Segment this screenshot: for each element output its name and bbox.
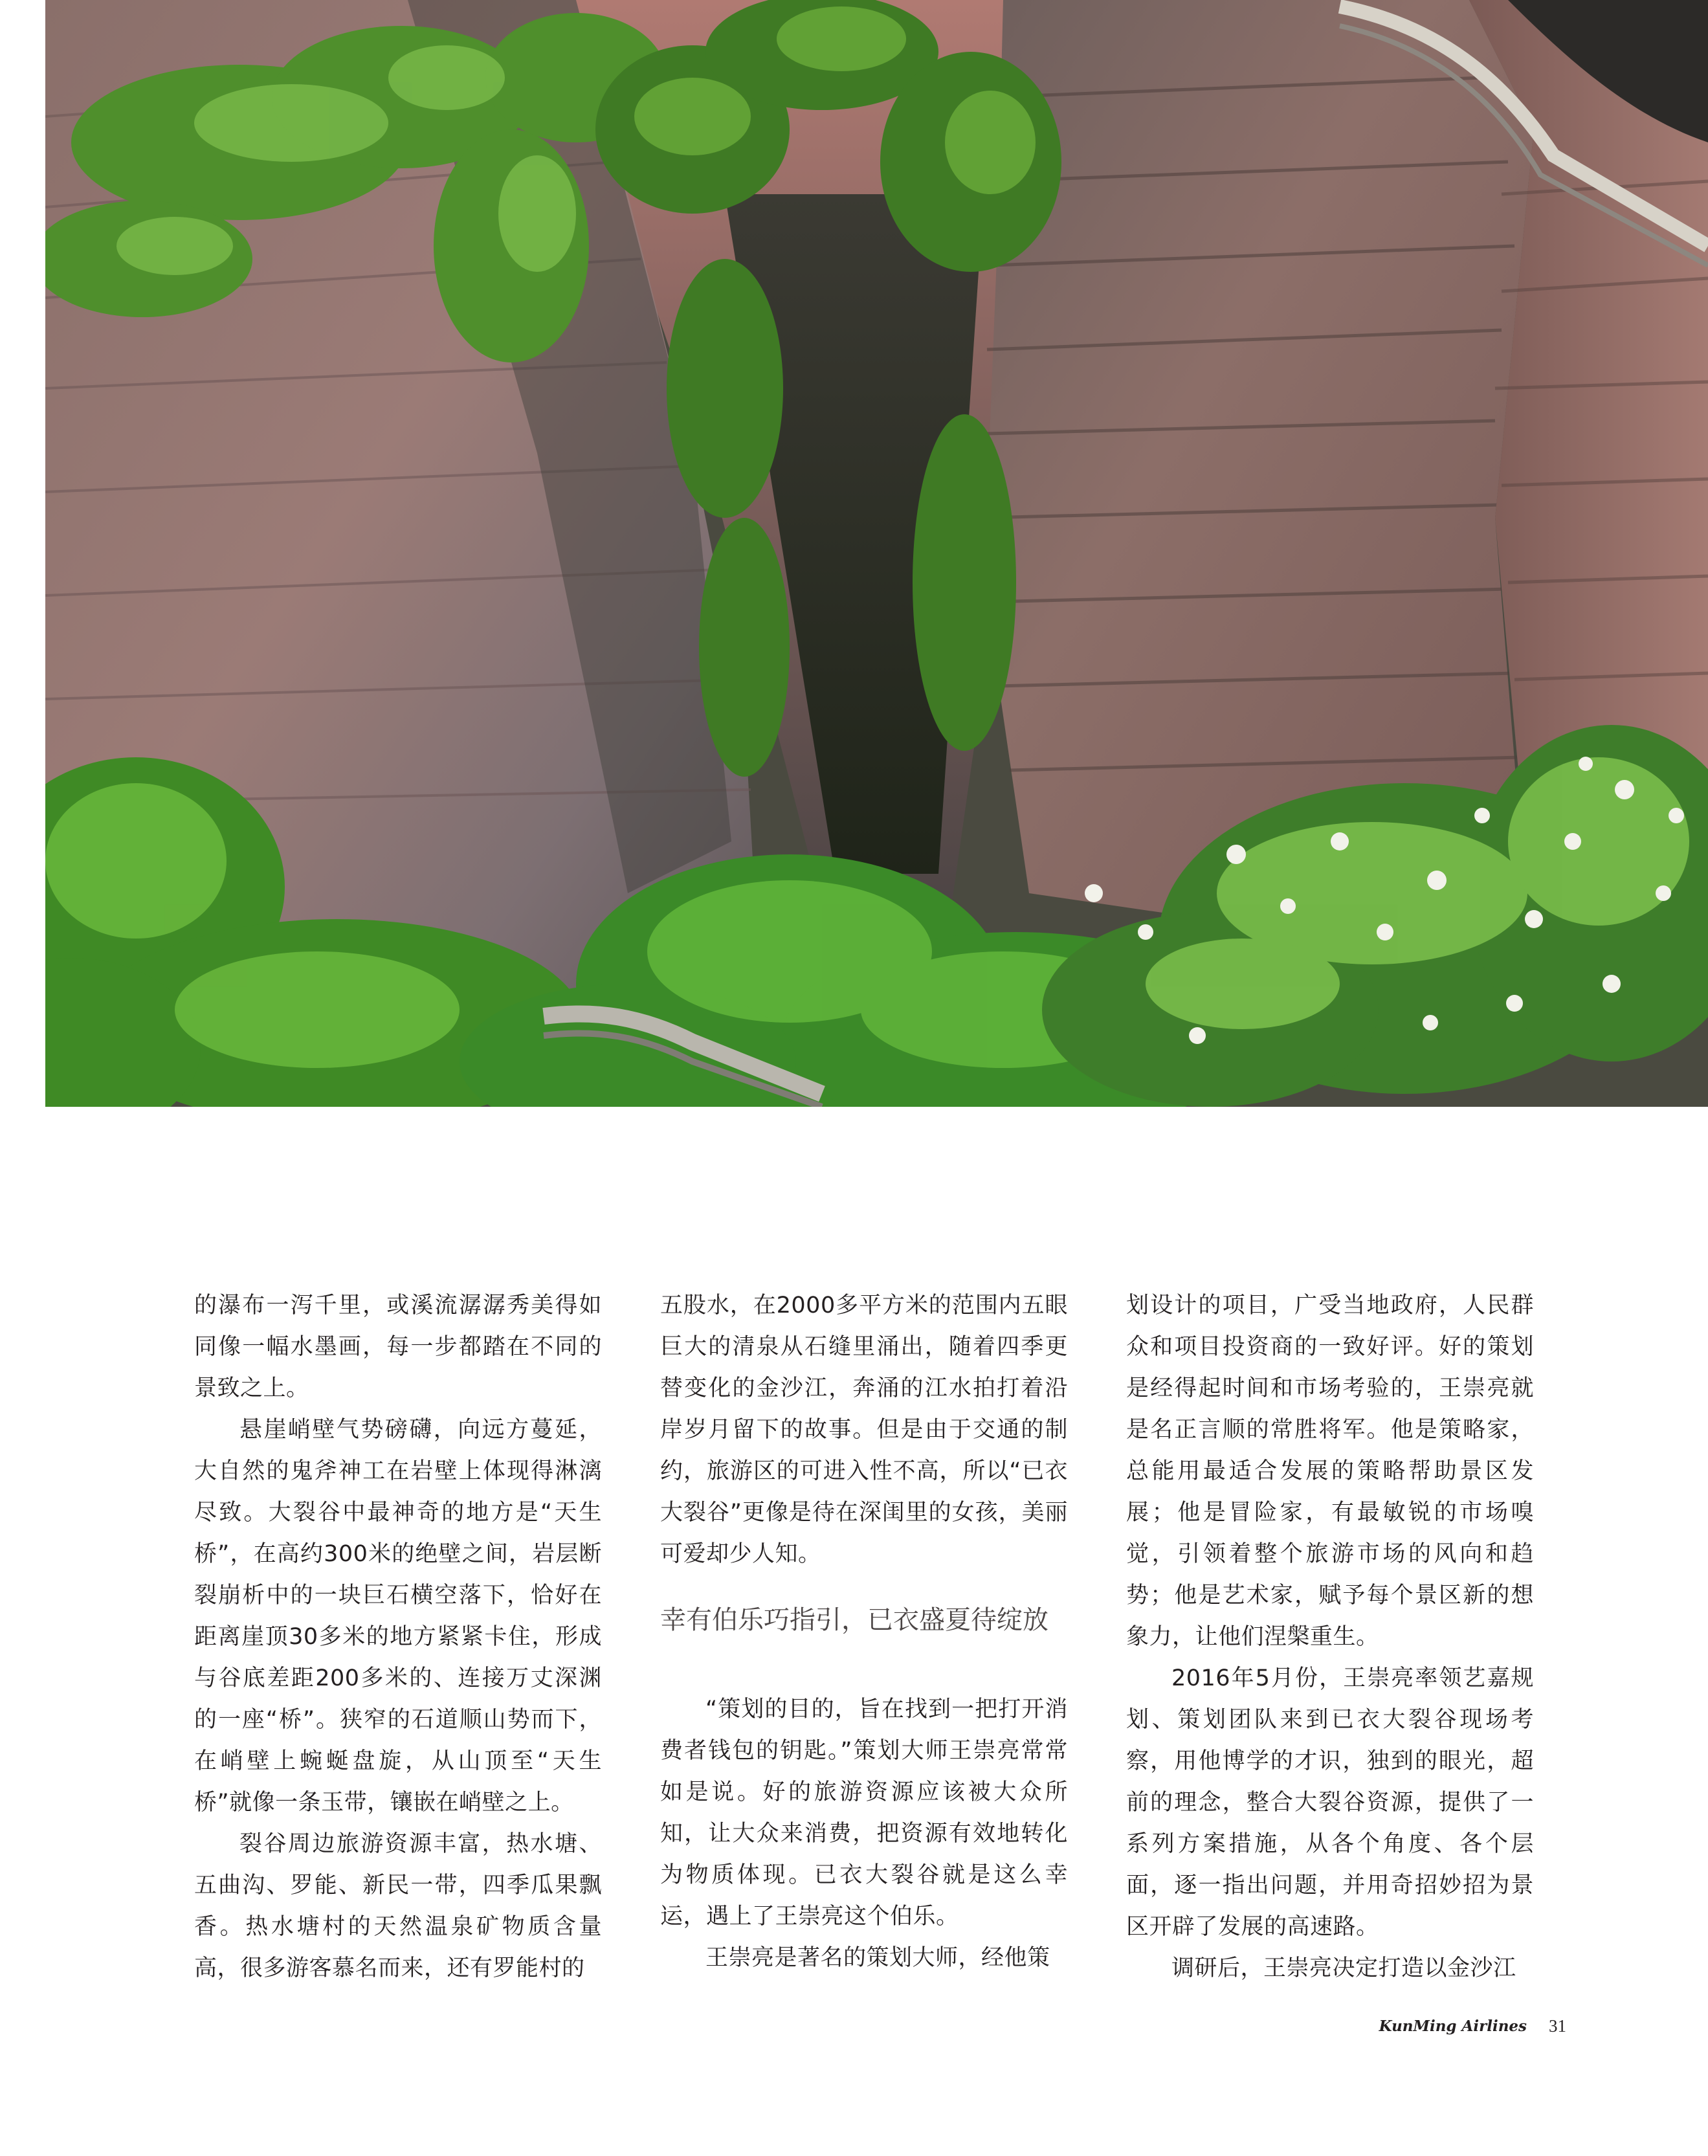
paragraph: 2016年5月份，王崇亮率领艺嘉规划、策划团队来到已衣大裂谷现场考察，用他博学的才识，独到的眼光，超前的理念，整合大裂谷资源，提供了一系列方案措施，从各个角度、各个层面，逐一指出问题，并用奇招妙招为景区开辟了发展的高速路。	[1126, 1665, 1534, 1940]
paragraph: 悬崖峭壁气势磅礴，向远方蔓延，大自然的鬼斧神工在岩壁上体现得淋漓尽致。大裂谷中最神奇的地方是“天生桥”，在高约300米的绝壁之间，岩层断裂崩析中的一块巨石横空落下，恰好在距离崖顶30多米的地方紧紧卡住，形成与谷底差距200多米的、连接万丈深渊的一座“桥”。狭窄的石道顺山势而下，在峭壁上蜿蜒盘旋，从山顶至“天生桥”就像一条玉带，镶嵌在峭壁之上。	[194, 1417, 602, 1816]
page-footer	[1320, 2010, 1566, 2042]
paragraph: 划设计的项目，广受当地政府，人民群众和项目投资商的一致好评。好的策划是经得起时间和市场考验的，王崇亮就是名正言顺的常胜将军。他是策略家，总能用最适合发展的策略帮助景区发展；他是冒险家，有最敏锐的市场嗅觉，引领着整个旅游市场的风向和趋势；他是艺术家，赋予每个景区新的想象力，让他们涅槃重生。	[1126, 1293, 1534, 1650]
paragraph: 调研后，王崇亮决定打造以金沙江	[1171, 1955, 1516, 1981]
paragraph: “策划的目的，旨在找到一把打开消费者钱包的钥匙。”策划大师王崇亮常常如是说。好的旅游资源应该被大众所知，让大众来消费，把资源有效地转化为物质体现。已衣大裂谷就是这么幸运，遇上了王崇亮这个伯乐。	[660, 1696, 1068, 1929]
page-number: 31	[1549, 2016, 1566, 2036]
canyon-illustration	[45, 0, 1708, 1107]
paragraph: 裂谷周边旅游资源丰富，热水塘、五曲沟、罗能、新民一带，四季瓜果飘香。热水塘村的天然温泉矿物质含量高，很多游客慕名而来，还有罗能村的	[194, 1831, 602, 1981]
text-column-2	[660, 1285, 1068, 1979]
paragraph: 五股水，在2000多平方米的范围内五眼巨大的清泉从石缝里涌出，随着四季更替变化的金沙江，奔涌的江水拍打着沿岸岁月留下的故事。但是由于交通的制约，旅游区的可进入性不高，所以“已衣大裂谷”更像是待在深闺里的女孩，美丽可爱却少人知。	[660, 1293, 1068, 1567]
text-column-3	[1126, 1285, 1534, 1989]
paragraph: 王崇亮是著名的策划大师，经他策	[705, 1945, 1050, 1971]
magazine-brand: KunMing Airlines	[1379, 2017, 1527, 2035]
section-heading: 幸有伯乐巧指引，已衣盛夏待绽放	[660, 1605, 1048, 1635]
canyon-photo	[45, 0, 1708, 1107]
text-column-1	[194, 1285, 602, 1989]
paragraph: 的瀑布一泻千里，或溪流潺潺秀美得如同像一幅水墨画，每一步都踏在不同的景致之上。	[194, 1293, 602, 1401]
